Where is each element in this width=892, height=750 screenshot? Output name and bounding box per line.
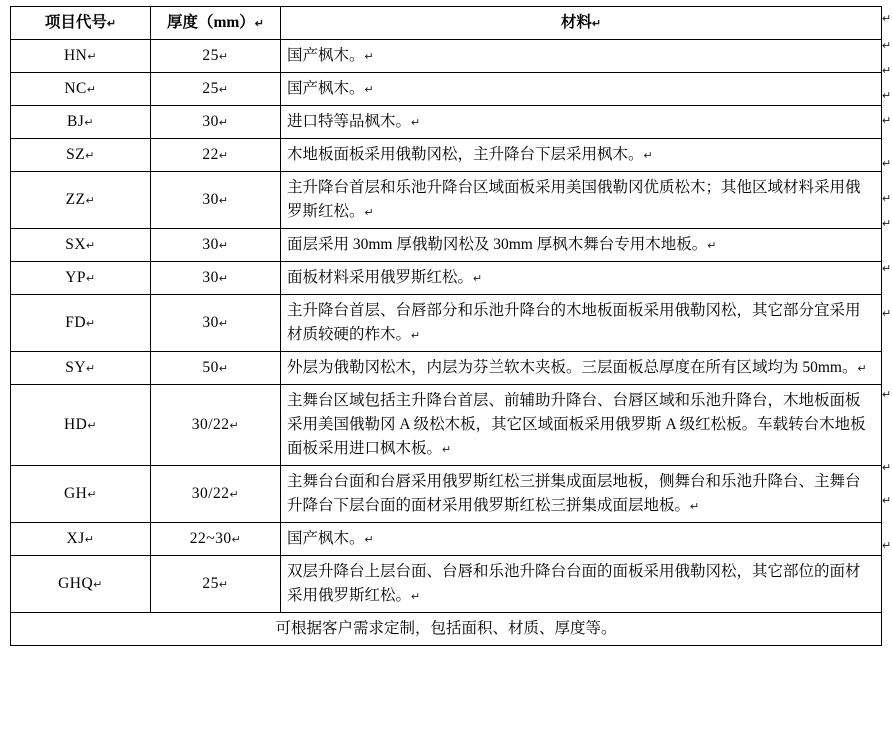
paragraph-mark: ↵ [882, 389, 892, 401]
table-head [11, 7, 882, 40]
cell-material [281, 523, 882, 556]
paragraph-mark: ↵ [882, 13, 892, 25]
paragraph-mark: ↵ [231, 534, 242, 547]
header-cell-material [281, 7, 882, 40]
cell-thickness [151, 385, 281, 466]
code-value: BJ [66, 113, 85, 131]
paragraph-mark: ↵ [254, 18, 265, 30]
paragraph-mark: ↵ [364, 51, 374, 64]
cell-thickness [151, 40, 281, 73]
material-value: 主舞台台面和台唇采用俄罗斯红松三拼集成面层地板，侧舞台和乐池升降台、主舞台升降台下层台面的面材采用俄罗斯红松三拼集成面层地板。 [287, 473, 861, 515]
thickness-value: 30 [202, 113, 219, 131]
material-value: 国产枫木。 [287, 530, 365, 548]
paragraph-mark: ↵ [218, 579, 229, 592]
header-cell-code [11, 7, 151, 40]
table-footer-row [11, 613, 882, 646]
paragraph-mark: ↵ [364, 84, 374, 97]
cell-thickness [151, 73, 281, 106]
footer-note-text: 可根据客户需求定制，包括面积、材质、厚度等。 [275, 620, 617, 638]
code-value: SY [65, 359, 87, 377]
thickness-value: 30/22 [191, 416, 230, 434]
paragraph-mark: ↵ [229, 420, 240, 433]
table-row [11, 172, 882, 229]
thickness-value: 30/22 [191, 485, 230, 503]
cell-thickness [151, 262, 281, 295]
table-row [11, 385, 882, 466]
cell-thickness [151, 295, 281, 352]
cell-thickness [151, 106, 281, 139]
material-value: 主升降台首层、台唇部分和乐池升降台的木地板面板采用俄勒冈松，其它部分宜采用材质较硬的柞木。 [287, 302, 861, 344]
thickness-value: 25 [202, 575, 219, 593]
paragraph-mark: ↵ [364, 207, 374, 220]
cell-material [281, 40, 882, 73]
code-value: SX [65, 236, 87, 254]
table-header-row [11, 7, 882, 40]
materials-table [10, 6, 882, 646]
paragraph-marks-column [882, 6, 892, 552]
material-value: 木地板面板采用俄勒冈松，主升降台下层采用枫木。 [287, 146, 644, 164]
paragraph-mark: ↵ [411, 591, 421, 604]
cell-material [281, 73, 882, 106]
paragraph-mark: ↵ [218, 273, 229, 286]
paragraph-mark: ↵ [85, 150, 95, 163]
paragraph-mark: ↵ [87, 489, 98, 502]
paragraph-mark: ↵ [882, 540, 892, 552]
paragraph-mark: ↵ [882, 65, 892, 77]
cell-thickness [151, 523, 281, 556]
paragraph-mark: ↵ [882, 158, 892, 170]
table-row [11, 262, 882, 295]
cell-thickness [151, 352, 281, 385]
cell-material [281, 229, 882, 262]
cell-thickness [151, 466, 281, 523]
table-row [11, 466, 882, 523]
thickness-value: 22 [202, 146, 219, 164]
paragraph-mark: ↵ [218, 150, 229, 163]
header-cell-thickness [151, 7, 281, 40]
paragraph-mark: ↵ [86, 273, 96, 286]
paragraph-mark: ↵ [218, 84, 229, 97]
paragraph-mark: ↵ [882, 495, 892, 507]
material-value: 国产枫木。 [287, 80, 365, 98]
table-row [11, 523, 882, 556]
table-body [11, 40, 882, 646]
thickness-value: 30 [202, 314, 219, 332]
cell-material [281, 352, 882, 385]
paragraph-mark: ↵ [411, 330, 421, 343]
code-value: GHQ [58, 575, 94, 593]
header-label-code: 项目代号 [44, 14, 107, 31]
table-row [11, 40, 882, 73]
paragraph-mark: ↵ [411, 117, 421, 130]
paragraph-mark: ↵ [364, 534, 374, 547]
cell-code [11, 523, 151, 556]
code-value: HN [63, 47, 88, 65]
cell-code [11, 139, 151, 172]
cell-code [11, 229, 151, 262]
cell-material [281, 295, 882, 352]
cell-code [11, 262, 151, 295]
table-row [11, 139, 882, 172]
paragraph-mark: ↵ [882, 115, 892, 127]
table-row [11, 556, 882, 613]
cell-code [11, 40, 151, 73]
cell-material [281, 385, 882, 466]
code-value: YP [65, 269, 87, 287]
code-value: SZ [66, 146, 86, 164]
code-value: GH [63, 485, 88, 503]
cell-thickness [151, 229, 281, 262]
table-row [11, 73, 882, 106]
cell-material [281, 172, 882, 229]
paragraph-mark: ↵ [85, 195, 96, 208]
cell-footer-note [11, 613, 882, 646]
material-value: 双层升降台上层台面、台唇和乐池升降台台面的面板采用俄勒冈松，其它部位的面材采用俄罗斯红松。 [287, 563, 861, 605]
cell-code [11, 172, 151, 229]
cell-code [11, 385, 151, 466]
cell-material [281, 139, 882, 172]
material-value: 国产枫木。 [287, 47, 365, 65]
thickness-value: 30 [202, 236, 219, 254]
material-value: 面层采用 30mm 厚俄勒冈松及 30mm 厚枫木舞台专用木地板。 [287, 236, 708, 254]
table-row [11, 229, 882, 262]
paragraph-mark: ↵ [87, 420, 98, 433]
code-value: HD [63, 416, 88, 434]
thickness-value: 50 [202, 359, 219, 377]
material-value: 面板材料采用俄罗斯红松。 [287, 269, 474, 287]
header-label-thickness: 厚度（mm） [166, 14, 255, 31]
cell-material [281, 466, 882, 523]
paragraph-mark: ↵ [882, 40, 892, 52]
paragraph-mark: ↵ [218, 51, 229, 64]
code-value: ZZ [65, 191, 86, 209]
paragraph-mark: ↵ [218, 363, 229, 376]
cell-thickness [151, 139, 281, 172]
paragraph-mark: ↵ [86, 84, 97, 97]
material-value: 进口特等品枫木。 [287, 113, 412, 131]
table-row [11, 352, 882, 385]
paragraph-mark: ↵ [882, 263, 892, 275]
paragraph-mark: ↵ [93, 579, 103, 592]
cell-thickness [151, 172, 281, 229]
paragraph-mark: ↵ [86, 318, 96, 331]
paragraph-mark: ↵ [86, 240, 96, 253]
table-row [11, 295, 882, 352]
paragraph-mark: ↵ [442, 444, 452, 457]
code-value: NC [64, 80, 87, 98]
paragraph-mark: ↵ [218, 195, 229, 208]
cell-code [11, 352, 151, 385]
paragraph-mark: ↵ [84, 534, 95, 547]
thickness-value: 25 [202, 80, 219, 98]
cell-code [11, 466, 151, 523]
paragraph-mark: ↵ [86, 363, 96, 376]
paragraph-mark: ↵ [882, 218, 892, 230]
paragraph-mark: ↵ [882, 90, 892, 102]
paragraph-mark: ↵ [882, 193, 892, 205]
paragraph-mark: ↵ [643, 150, 653, 163]
paragraph-mark: ↵ [690, 501, 700, 514]
material-value: 主升降台首层和乐池升降台区域面板采用美国俄勒冈优质松木；其他区域材料采用俄罗斯红松。 [287, 179, 861, 221]
code-value: XJ [66, 530, 85, 548]
paragraph-mark: ↵ [591, 18, 602, 30]
cell-code [11, 556, 151, 613]
cell-material [281, 262, 882, 295]
paragraph-mark: ↵ [857, 363, 867, 376]
thickness-value: 22~30 [189, 530, 232, 548]
header-label-material: 材料 [560, 14, 592, 31]
thickness-value: 25 [202, 47, 219, 65]
material-value: 外层为俄勒冈松木，内层为芬兰软木夹板。三层面板总厚度在所有区域均为 50mm。 [287, 359, 858, 377]
cell-code [11, 295, 151, 352]
cell-code [11, 73, 151, 106]
table-row [11, 106, 882, 139]
paragraph-mark: ↵ [473, 273, 483, 286]
cell-material [281, 556, 882, 613]
paragraph-mark: ↵ [882, 462, 892, 474]
paragraph-mark: ↵ [87, 51, 98, 64]
cell-code [11, 106, 151, 139]
paragraph-mark: ↵ [707, 240, 717, 253]
paragraph-mark: ↵ [106, 18, 117, 30]
thickness-value: 30 [202, 269, 219, 287]
paragraph-mark: ↵ [229, 489, 240, 502]
thickness-value: 30 [202, 191, 219, 209]
code-value: FD [65, 314, 87, 332]
paragraph-mark: ↵ [882, 308, 892, 320]
cell-material [281, 106, 882, 139]
paragraph-mark: ↵ [218, 117, 229, 130]
material-value: 主舞台区域包括主升降台首层、前辅助升降台、台唇区域和乐池升降台，木地板面板采用美国俄勒冈 A 级松木板，其它区域面板采用俄罗斯 A 级红松板。车载转台木地板面板采用进口枫木板。 [287, 392, 866, 458]
paragraph-mark: ↵ [218, 318, 229, 331]
cell-thickness [151, 556, 281, 613]
paragraph-mark: ↵ [84, 117, 95, 130]
paragraph-mark: ↵ [218, 240, 229, 253]
